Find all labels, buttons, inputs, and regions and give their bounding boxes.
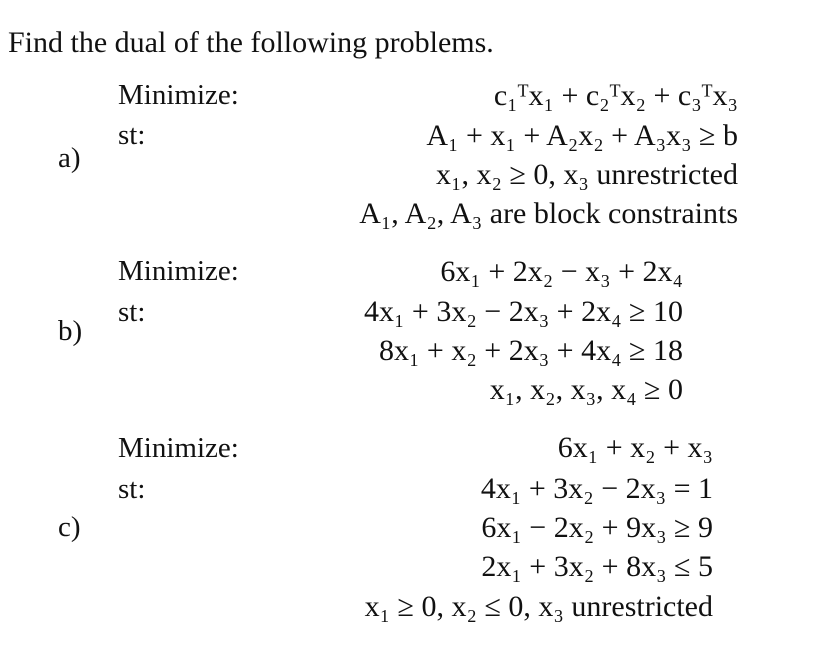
problem-c-constraint-1: 4x₁ + 3x₂ − 2x₃ = 1 — [480, 472, 713, 505]
problem-a-st-label: st: — [118, 119, 146, 151]
problem-c-constraint-4: x₁ ≥ 0, x₂ ≤ 0, x₃ unrestricted — [364, 590, 713, 623]
problem-a-objective: c₁ᵀx₁ + c₂ᵀx₂ + c₃ᵀx₃ — [493, 79, 738, 112]
problem-a-constraint-1: A₁ + x₁ + A₂x₂ + A₃x₃ ≥ b — [426, 119, 738, 152]
problem-b-constraint-3: x₁, x₂, x₃, x₄ ≥ 0 — [489, 373, 683, 406]
problem-b-objective: 6x₁ + 2x₂ − x₃ + 2x₄ — [440, 255, 683, 288]
problem-b-constraint-2: 8x₁ + x₂ + 2x₃ + 4x₄ ≥ 18 — [378, 334, 683, 367]
problem-c-minimize-label: Minimize: — [118, 432, 239, 464]
page-title: Find the dual of the following problems. — [8, 26, 494, 59]
problem-b-st-label: st: — [118, 296, 146, 328]
problem-b-minimize-label: Minimize: — [118, 255, 239, 287]
problem-c-constraint-3: 2x₁ + 3x₂ + 8x₃ ≤ 5 — [481, 550, 713, 583]
problem-a-constraint-2: x₁, x₂ ≥ 0, x₃ unrestricted — [436, 158, 738, 191]
problem-c-objective: 6x₁ + x₂ + x₃ — [557, 431, 713, 464]
problem-b-constraint-1: 4x₁ + 3x₂ − 2x₃ + 2x₄ ≥ 10 — [363, 295, 683, 328]
problem-a-label: a) — [58, 142, 81, 174]
problem-a-minimize-label: Minimize: — [118, 79, 239, 111]
problem-c-st-label: st: — [118, 473, 146, 505]
problem-c-label: c) — [58, 511, 81, 543]
problem-c-constraint-2: 6x₁ − 2x₂ + 9x₃ ≥ 9 — [481, 511, 713, 544]
problem-a-constraint-3: A₁, A₂, A₃ are block constraints — [359, 197, 738, 230]
problem-b-label: b) — [58, 315, 83, 347]
